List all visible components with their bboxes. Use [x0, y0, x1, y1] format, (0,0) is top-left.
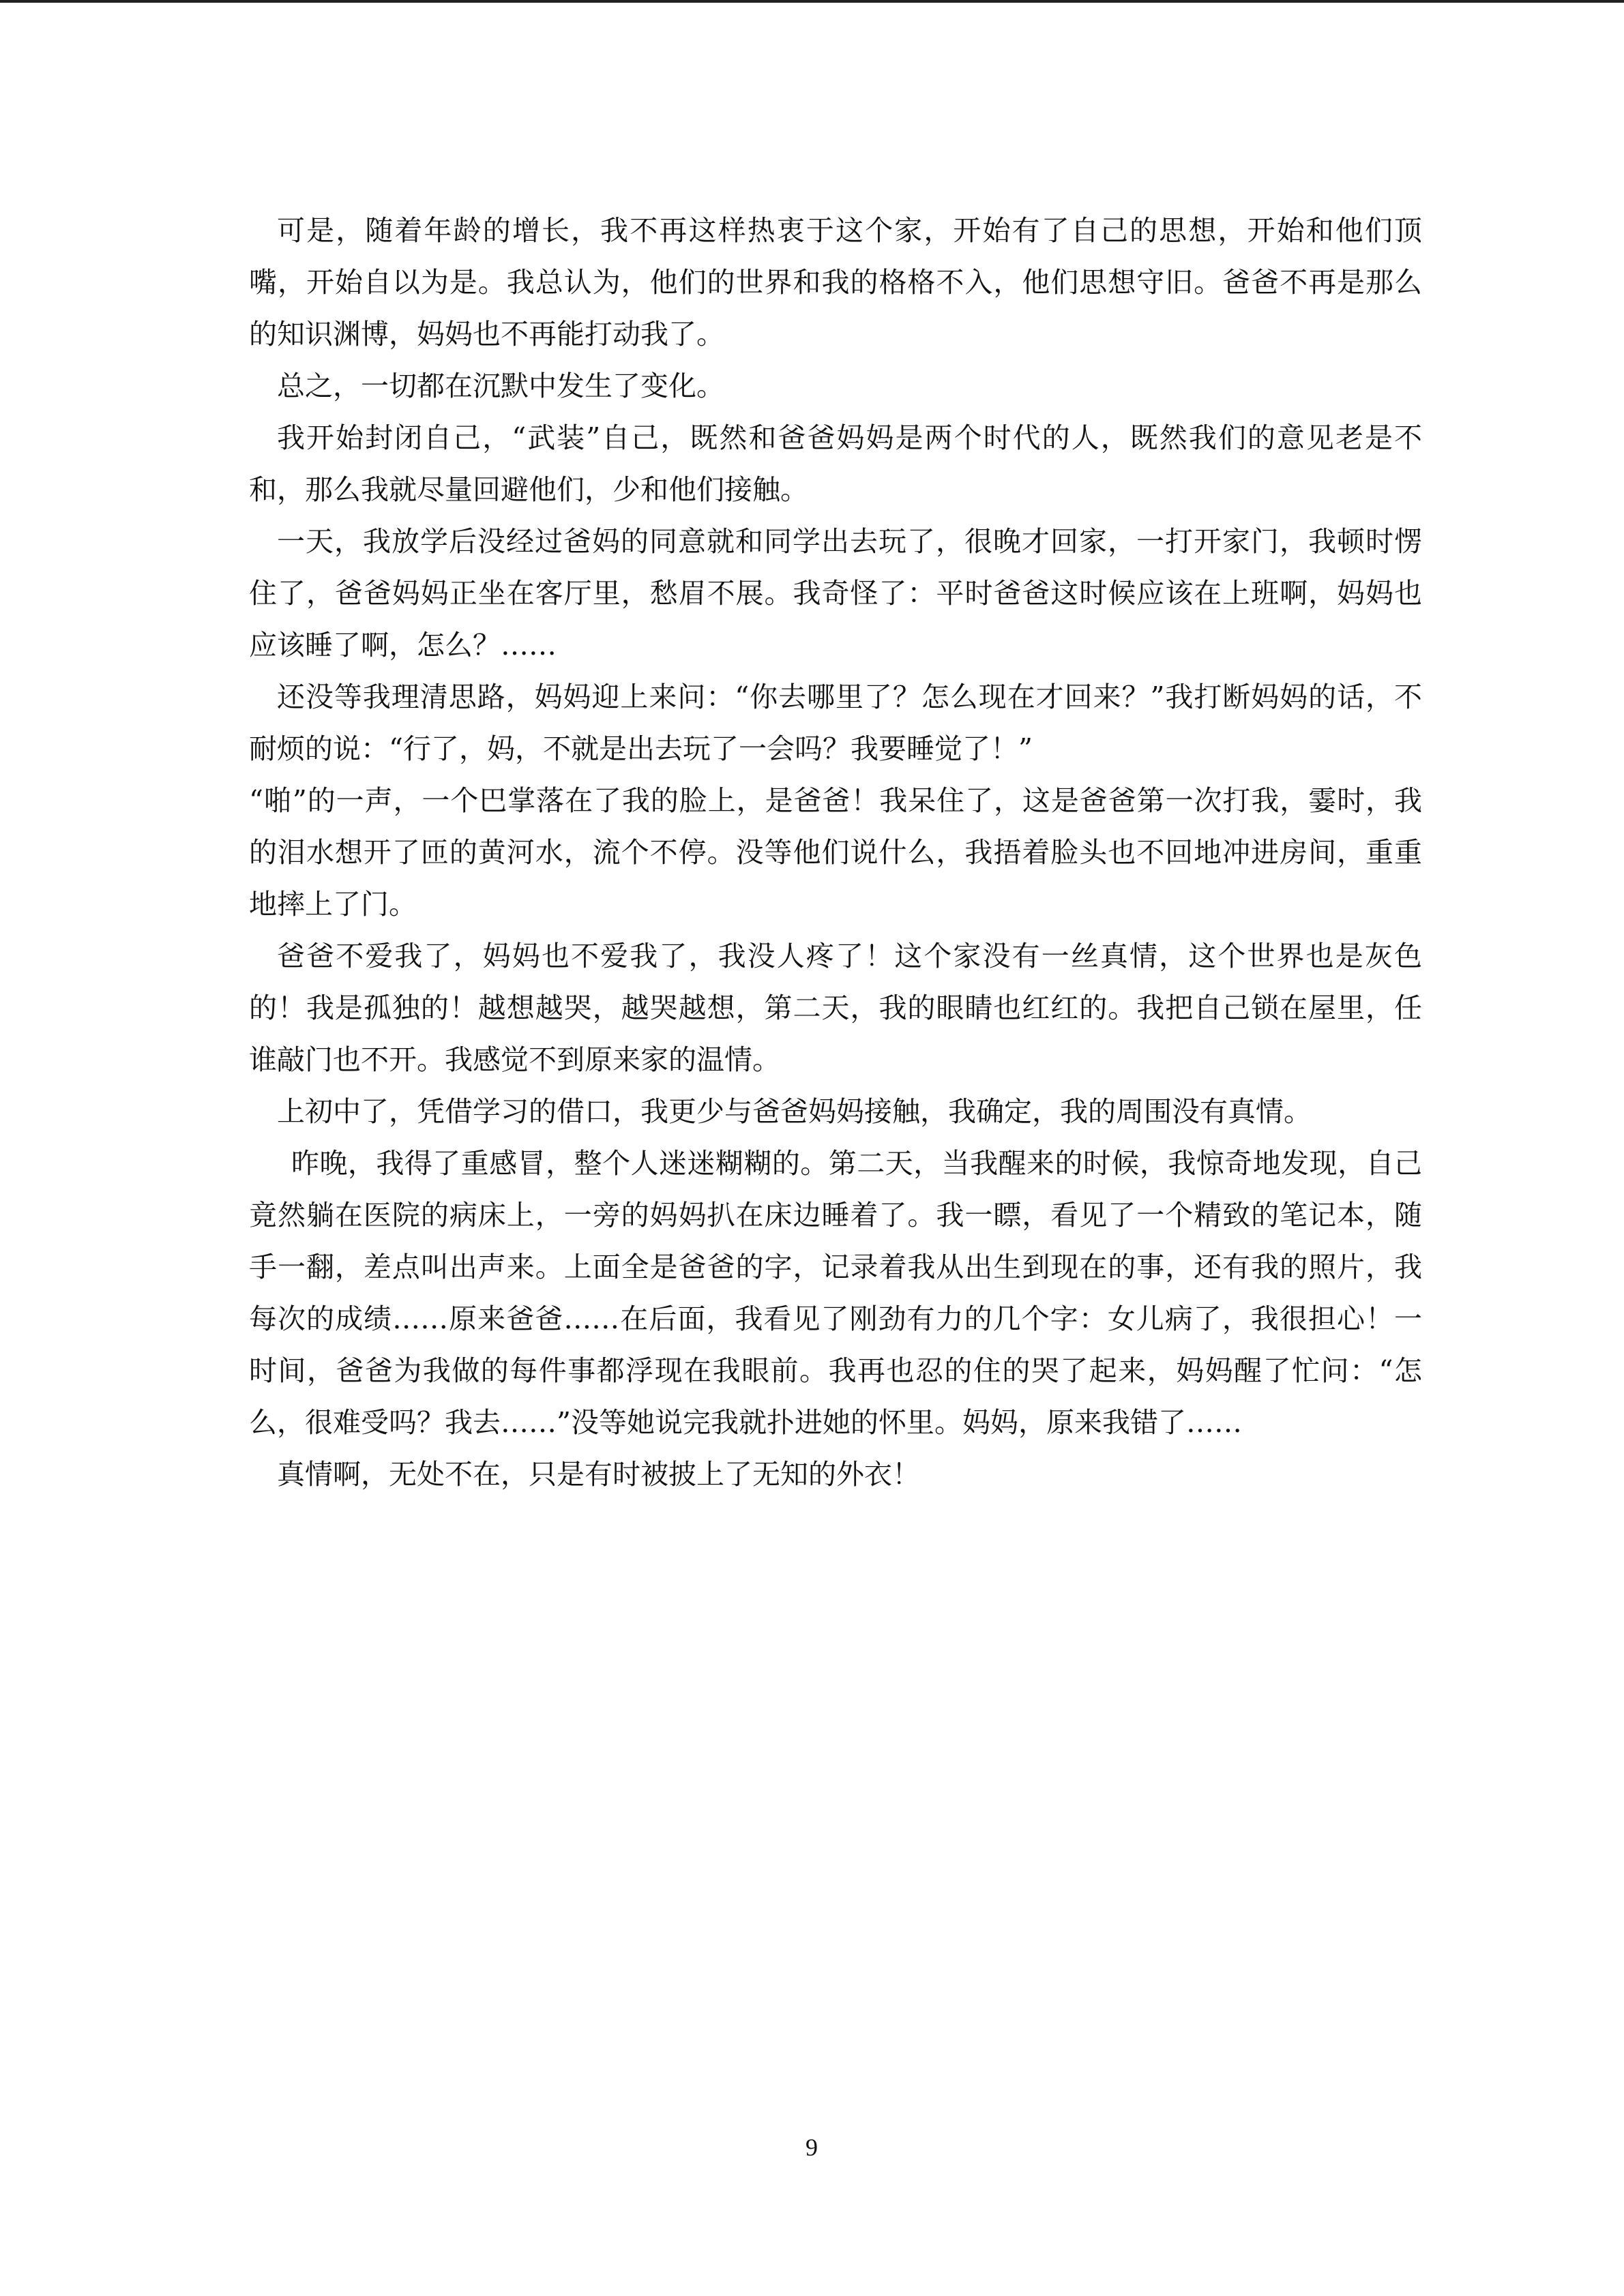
paragraph-8: 上初中了，凭借学习的借口，我更少与爸爸妈妈接触，我确定，我的周围没有真情。 — [277, 1095, 1312, 1128]
paragraph-1: 可是，随着年龄的增长，我不再这样热衷于这个家，开始有了自己的思想，开始和他们顶嘴，开始自以为是。我总认为，他们的世界和我的格格不入，他们思想守旧。爸爸不再是那么的知识渊博，妈妈也不再能打动我了。 — [249, 214, 1422, 351]
top-border-line — [0, 0, 1624, 3]
paragraph-4: 一天，我放学后没经过爸妈的同意就和同学出去玩了，很晚才回家，一打开家门，我顿时愣住了，爸爸妈妈正坐在客厅里，愁眉不展。我奇怪了：平时爸爸这时候应该在上班啊，妈妈也应该睡了啊，怎么？…… — [249, 525, 1422, 661]
paragraph-6: “啪”的一声，一个巴掌落在了我的脸上，是爸爸！我呆住了，这是爸爸第一次打我，霎时，我的泪水想开了匝的黄河水，流个不停。没等他们说什么，我捂着脸头也不回地冲进房间，重重地摔上了门。 — [249, 784, 1422, 921]
paragraph-5: 还没等我理清思路，妈妈迎上来问：“你去哪里了？怎么现在才回来？”我打断妈妈的话，不耐烦的说：“行了，妈，不就是出去玩了一会吗？我要睡觉了！” — [249, 681, 1422, 765]
paragraph-10: 真情啊，无处不在，只是有时被披上了无知的外衣！ — [277, 1458, 920, 1491]
paragraph-3: 我开始封闭自己，“武装”自己，既然和爸爸妈妈是两个时代的人，既然我们的意见老是不和，那么我就尽量回避他们，少和他们接触。 — [249, 421, 1422, 506]
paragraph-2: 总之，一切都在沉默中发生了变化。 — [277, 370, 724, 402]
paragraph-7: 爸爸不爱我了，妈妈也不爱我了，我没人疼了！这个家没有一丝真情，这个世界也是灰色的！我是孤独的！越想越哭，越哭越想，第二天，我的眼睛也红红的。我把自己锁在屋里，任谁敲门也不开。我感觉不到原来家的温情。 — [249, 940, 1422, 1076]
paragraph-9: 昨晚，我得了重感冒，整个人迷迷糊糊的。第二天，当我醒来的时候，我惊奇地发现，自己竟然躺在医院的病床上，一旁的妈妈扒在床边睡着了。我一瞟，看见了一个精致的笔记本，随手一翻，差点叫出声来。上面全是爸爸的字，记录着我从出生到现在的事，还有我的照片，我每次的成绩……原来爸爸……在后面，我看见了刚劲有力的几个字：女儿病了，我很担心！一时间，爸爸为我做的每件事都浮现在我眼前。我再也忍的住的哭了起来，妈妈醒了忙问：“怎么，很难受吗？我去……”没等她说完我就扑进她的怀里。妈妈，原来我错了…… — [249, 1147, 1422, 1439]
page-number: 9 — [806, 2134, 818, 2161]
document-body — [249, 205, 1422, 1500]
